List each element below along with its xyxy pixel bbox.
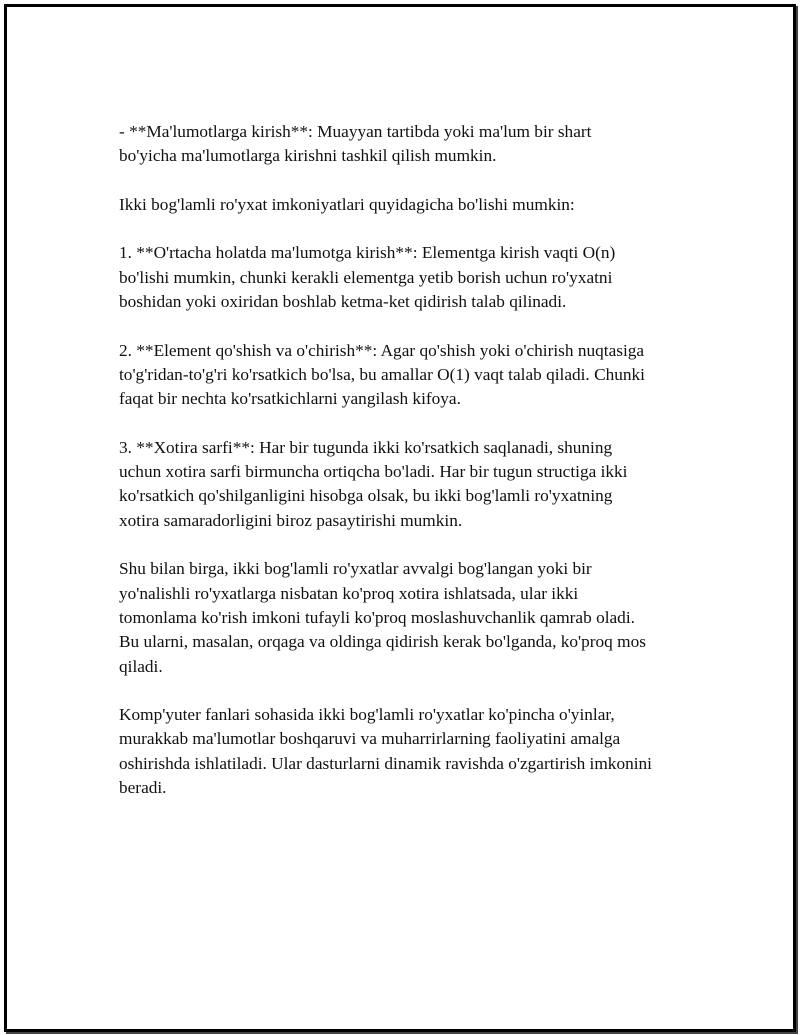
text-line: Shu bilan birga, ikki bog'lamli ro'yxatlar avvalgi bog'langan yoki bir (119, 559, 592, 579)
text-line: xotira samaradorligini biroz pasaytirishi mumkin. (119, 510, 463, 530)
paragraph-applications (119, 703, 699, 800)
text-line: Ikki bog'lamli ro'yxat imkoniyatlari quyidagicha bo'lishi mumkin: (119, 194, 575, 214)
document-page (4, 4, 796, 1032)
text-line: Bu ularni, masalan, orqaga va oldinga qidirish kerak bo'lganda, ko'proq mos (119, 632, 646, 652)
text-line: ko'rsatkich qo'shilganligini hisobga olsak, bu ikki bog'lamli ro'yxatning (119, 486, 613, 506)
text-line: 1. **O'rtacha holatda ma'lumotga kirish**: Elementga kirish vaqti O(n) (119, 243, 616, 263)
text-line: to'g'ridan-to'g'ri ko'rsatkich bo'lsa, bu amallar O(1) vaqt talab qiladi. Chunki (119, 364, 645, 384)
text-line: bo'lishi mumkin, chunki kerakli elementga yetib borish uchun ro'yxatni (119, 267, 613, 287)
text-line: boshidan yoki oxiridan boshlab ketma-ket qidirish talab qilinadi. (119, 292, 567, 312)
text-line: yo'nalishli ro'yxatlarga nisbatan ko'proq xotira ishlatsada, ular ikki (119, 583, 579, 603)
text-line: bo'yicha ma'lumotlarga kirishni tashkil qilish mumkin. (119, 146, 497, 166)
paragraph-item-1 (119, 241, 699, 314)
text-line: murakkab ma'lumotlar boshqaruvi va muharrirlarning faoliyatini amalga (119, 729, 621, 749)
text-line: oshirishda ishlatiladi. Ular dasturlarni dinamik ravishda o'zgartirish imkonini (119, 753, 652, 773)
paragraph-item-3 (119, 436, 699, 533)
text-line: Komp'yuter fanlari sohasida ikki bog'lamli ro'yxatlar ko'pincha o'yinlar, (119, 705, 615, 725)
text-line: faqat bir nechta ko'rsatkichlarni yangilash kifoya. (119, 389, 461, 409)
text-line: tomonlama ko'rish imkoni tufayli ko'proq moslashuvchanlik qamrab oladi. (119, 607, 635, 627)
paragraph-data-access (119, 120, 699, 169)
text-line: 3. **Xotira sarfi**: Har bir tugunda ikki ko'rsatkich saqlanadi, shuning (119, 437, 613, 457)
text-line: 2. **Element qo'shish va o'chirish**: Agar qo'shish yoki o'chirish nuqtasiga (119, 340, 645, 360)
paragraph-capabilities-heading (119, 193, 699, 217)
paragraph-comparison (119, 557, 699, 678)
paragraph-item-2 (119, 339, 699, 412)
text-line: qiladi. (119, 656, 163, 676)
text-line: beradi. (119, 778, 167, 798)
document-body (119, 120, 699, 825)
text-line: - **Ma'lumotlarga kirish**: Muayyan tartibda yoki ma'lum bir shart (119, 122, 592, 141)
text-line: uchun xotira sarfi birmuncha ortiqcha bo'ladi. Har bir tugun structiga ikki (119, 462, 628, 482)
